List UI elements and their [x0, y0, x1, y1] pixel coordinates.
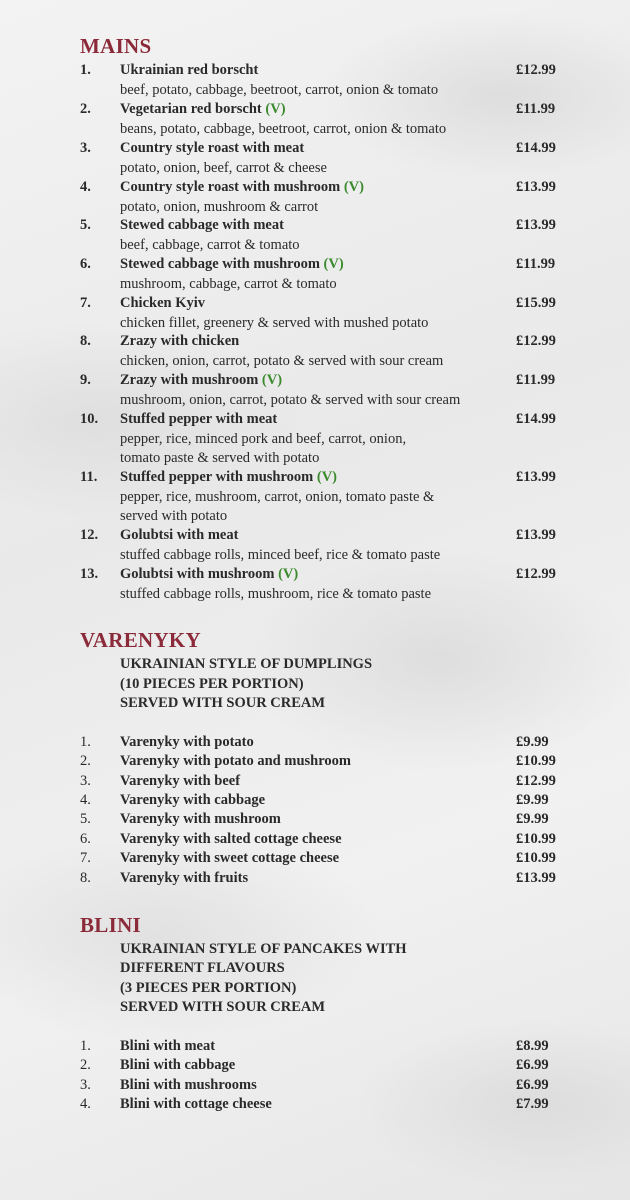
menu-item	[80, 752, 570, 772]
item-price: £14.99	[516, 140, 556, 156]
item-name: Ukrainian red borscht	[120, 62, 259, 78]
blini-title: BLINI	[80, 913, 142, 937]
item-name: Zrazy with mushroom (V)	[120, 372, 283, 388]
item-number: 7.	[80, 295, 91, 311]
vegetarian-badge: (V)	[343, 179, 364, 195]
item-number: 4.	[80, 179, 91, 195]
item-number: 5.	[80, 811, 91, 827]
item-number: 1.	[80, 1038, 91, 1054]
item-number: 10.	[80, 411, 99, 427]
item-name: Blini with cottage cheese	[120, 1096, 272, 1112]
item-name: Varenyky with potato and mushroom	[120, 753, 351, 769]
item-price: £13.99	[516, 179, 556, 195]
menu-item	[80, 468, 570, 527]
item-name: Country style roast with mushroom (V)	[120, 179, 364, 195]
item-description: beef, cabbage, carrot & tomato	[120, 236, 300, 253]
blini-subtitle: (3 PIECES PER PORTION)	[120, 980, 297, 996]
menu-item	[80, 410, 570, 469]
blini-subtitle: SERVED WITH SOUR CREAM	[120, 999, 326, 1015]
item-number: 13.	[80, 566, 99, 582]
item-number: 6.	[80, 831, 91, 847]
item-name: Stuffed pepper with meat	[120, 411, 278, 427]
item-price: £13.99	[516, 469, 556, 485]
item-price: £12.99	[516, 333, 556, 349]
item-price: £10.99	[516, 831, 556, 847]
menu-item	[80, 565, 570, 604]
item-number: 2.	[80, 753, 91, 769]
menu-item	[80, 849, 570, 869]
item-price: £11.99	[516, 372, 556, 388]
item-number: 4.	[80, 792, 91, 808]
item-description: potato, onion, beef, carrot & cheese	[120, 159, 327, 176]
item-name: Blini with meat	[120, 1038, 216, 1054]
item-price: £10.99	[516, 850, 556, 866]
item-price: £12.99	[516, 62, 556, 78]
item-description: potato, onion, mushroom & carrot	[120, 198, 319, 215]
item-name: Varenyky with beef	[120, 773, 241, 789]
item-price: £6.99	[516, 1077, 549, 1093]
menu-item	[80, 526, 570, 565]
item-number: 3.	[80, 773, 91, 789]
item-description: pepper, rice, minced pork and beef, carrot, onion,	[120, 430, 407, 447]
item-name: Stuffed pepper with mushroom (V)	[120, 469, 337, 485]
menu-item	[80, 1095, 570, 1115]
item-price: £7.99	[516, 1096, 549, 1112]
item-price: £11.99	[516, 256, 556, 272]
item-price: £13.99	[516, 870, 556, 886]
menu-item	[80, 139, 570, 178]
menu-item	[80, 100, 570, 139]
item-number: 1.	[80, 734, 91, 750]
menu-item	[80, 332, 570, 371]
menu-item	[80, 1056, 570, 1076]
menu-item	[80, 178, 570, 217]
item-description: pepper, rice, mushroom, carrot, onion, tomato paste &	[120, 488, 435, 505]
menu-item	[80, 810, 570, 830]
item-number: 7.	[80, 850, 91, 866]
item-name: Varenyky with potato	[120, 734, 254, 750]
item-price: £9.99	[516, 734, 549, 750]
item-name: Stewed cabbage with meat	[120, 217, 284, 233]
varenyky-subtitle: (10 PIECES PER PORTION)	[120, 676, 304, 692]
menu-item	[80, 1037, 570, 1057]
mains-title: MAINS	[80, 34, 152, 58]
item-name: Golubtsi with mushroom (V)	[120, 566, 299, 582]
menu-item	[80, 869, 570, 889]
item-name: Golubtsi with meat	[120, 527, 239, 543]
item-name: Country style roast with meat	[120, 140, 305, 156]
item-description: served with potato	[120, 508, 228, 524]
item-description: tomato paste & served with potato	[120, 450, 320, 466]
vegetarian-badge: (V)	[278, 566, 299, 582]
item-name: Vegetarian red borscht (V)	[120, 101, 286, 117]
item-price: £13.99	[516, 527, 556, 543]
item-name: Varenyky with salted cottage cheese	[120, 831, 342, 847]
item-description: mushroom, cabbage, carrot & tomato	[120, 275, 337, 292]
item-number: 2.	[80, 101, 91, 117]
item-number: 1.	[80, 62, 91, 78]
blini-subtitle: DIFFERENT FLAVOURS	[120, 960, 285, 976]
varenyky-title: VARENYKY	[80, 628, 202, 652]
varenyky-subtitle: SERVED WITH SOUR CREAM	[120, 695, 326, 711]
item-name: Varenyky with fruits	[120, 870, 249, 886]
menu-item	[80, 830, 570, 850]
item-description: chicken, onion, carrot, potato & served with sour cream	[120, 352, 444, 369]
menu-item	[80, 294, 570, 333]
menu-item	[80, 255, 570, 294]
item-number: 4.	[80, 1096, 91, 1112]
item-price: £12.99	[516, 773, 556, 789]
item-name: Varenyky with mushroom	[120, 811, 281, 827]
item-number: 3.	[80, 140, 91, 156]
item-number: 5.	[80, 217, 91, 233]
item-number: 11.	[80, 469, 98, 485]
item-number: 2.	[80, 1057, 91, 1073]
vegetarian-badge: (V)	[323, 256, 344, 272]
item-number: 12.	[80, 527, 99, 543]
item-name: Blini with cabbage	[120, 1057, 236, 1073]
item-price: £6.99	[516, 1057, 549, 1073]
menu-item	[80, 371, 570, 410]
item-name: Varenyky with cabbage	[120, 792, 266, 808]
item-description: stuffed cabbage rolls, minced beef, rice & tomato paste	[120, 546, 441, 563]
item-description: beef, potato, cabbage, beetroot, carrot, onion & tomato	[120, 81, 439, 98]
menu-item	[80, 61, 570, 100]
vegetarian-badge: (V)	[261, 372, 283, 388]
item-price: £11.99	[516, 101, 556, 117]
item-price: £9.99	[516, 811, 549, 827]
vegetarian-badge: (V)	[316, 469, 337, 485]
item-description: stuffed cabbage rolls, mushroom, rice & tomato paste	[120, 585, 431, 602]
item-price: £15.99	[516, 295, 556, 311]
item-name: Varenyky with sweet cottage cheese	[120, 850, 340, 866]
item-number: 6.	[80, 256, 91, 272]
varenyky-subtitle: UKRAINIAN STYLE OF DUMPLINGS	[120, 656, 373, 672]
item-number: 8.	[80, 333, 91, 349]
item-number: 9.	[80, 372, 91, 388]
item-description: chicken fillet, greenery & served with mushed potato	[120, 314, 429, 331]
item-name: Zrazy with chicken	[120, 333, 240, 349]
item-price: £8.99	[516, 1038, 549, 1054]
blini-subtitle: UKRAINIAN STYLE OF PANCAKES WITH	[120, 941, 407, 957]
menu-item	[80, 733, 570, 753]
item-price: £14.99	[516, 411, 556, 427]
item-price: £12.99	[516, 566, 556, 582]
menu-item	[80, 772, 570, 792]
item-description: mushroom, onion, carrot, potato & served with sour cream	[120, 391, 461, 408]
item-name: Chicken Kyiv	[120, 295, 205, 311]
item-number: 8.	[80, 870, 91, 886]
item-name: Blini with mushrooms	[120, 1077, 257, 1093]
item-price: £10.99	[516, 753, 556, 769]
item-price: £13.99	[516, 217, 556, 233]
menu-item	[80, 791, 570, 811]
item-name: Stewed cabbage with mushroom (V)	[120, 256, 344, 272]
item-price: £9.99	[516, 792, 549, 808]
item-description: beans, potato, cabbage, beetroot, carrot, onion & tomato	[120, 120, 447, 137]
menu-item	[80, 216, 570, 255]
item-number: 3.	[80, 1077, 91, 1093]
vegetarian-badge: (V)	[265, 101, 286, 117]
menu-item	[80, 1076, 570, 1096]
